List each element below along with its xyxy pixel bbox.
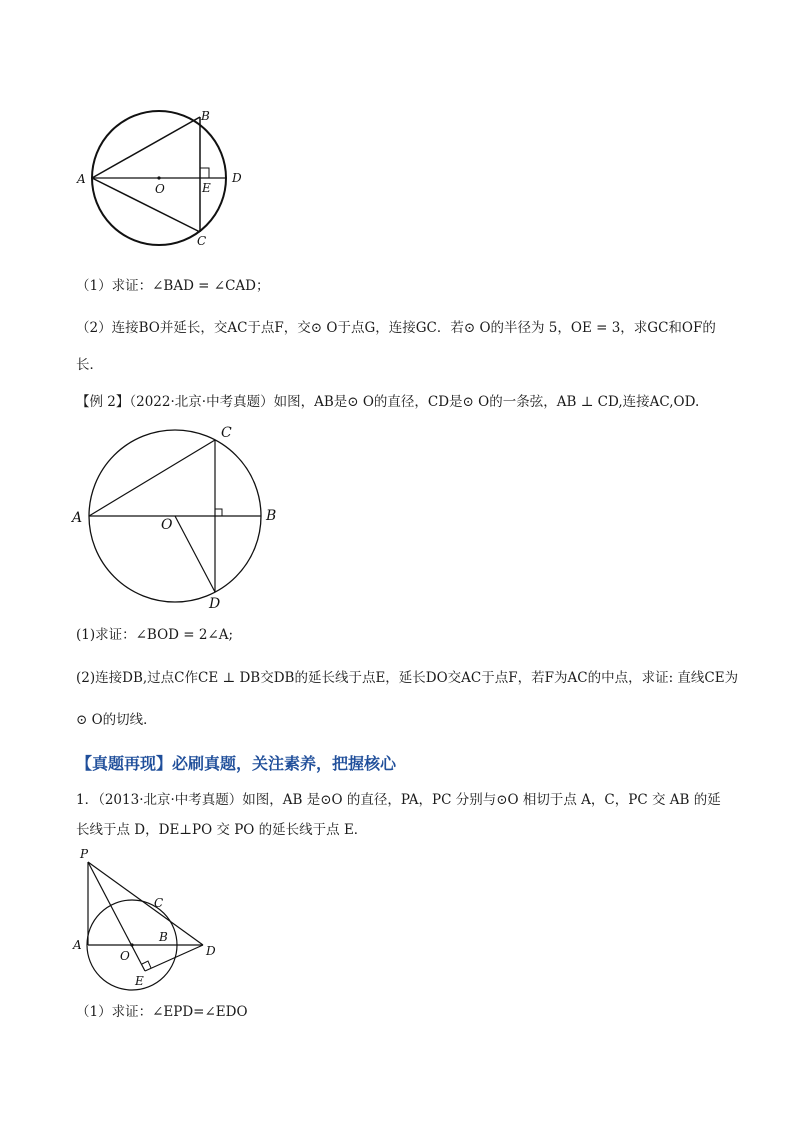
fig1-label-C: C: [197, 234, 207, 248]
problem-1-intro-line-1: 1．（2013·北京·中考真题）如图，AB 是⊙O 的直径，PA，PC 分别与⊙O 相切于点 A，C，PC 交 AB 的延: [76, 792, 721, 808]
problem-a-question-1: （1）求证：∠BAD = ∠CAD；: [76, 278, 270, 294]
problem-1-question-1: （1）求证：∠EPD=∠EDO: [76, 1004, 248, 1020]
example-2-intro: 【例 2】（2022·北京·中考真题）如图，AB是⊙ O的直径，CD是⊙ O的一条弦，AB ⊥ CD,连接AC,OD.: [76, 394, 700, 410]
fig1-label-O: O: [155, 182, 165, 196]
figure-1-circle-diagram: [60, 100, 260, 260]
example-2-question-2-line-1: (2)连接DB,过点C作CE ⊥ DB交DB的延长线于点E，延长DO交AC于点F，若F为AC的中点，求证: 直线CE为: [76, 670, 739, 686]
fig1-label-A: A: [77, 172, 86, 186]
fig3-label-D: D: [206, 944, 216, 958]
fig3-label-E: E: [135, 974, 144, 988]
fig3-label-O: O: [120, 949, 130, 963]
fig3-label-C: C: [154, 896, 164, 910]
fig3-center-point: [130, 943, 133, 946]
section-heading: 【真题再现】必刷真题，关注素养，把握核心: [76, 754, 397, 773]
fig3-label-A: A: [73, 938, 82, 952]
fig2-label-D: D: [209, 596, 221, 612]
fig2-label-O: O: [161, 517, 173, 533]
fig2-label-B: B: [266, 508, 277, 524]
fig1-chord-AB: [92, 117, 200, 178]
fig2-label-A: A: [72, 510, 83, 526]
fig1-label-E: E: [202, 181, 211, 195]
fig3-line-DE: [145, 945, 203, 971]
fig3-label-P: P: [80, 847, 89, 861]
fig1-right-angle-mark: [200, 168, 209, 178]
fig3-label-B: B: [159, 930, 168, 944]
problem-a-question-2-line-1: （2）连接BO并延长，交AC于点F，交⊙ O于点G，连接GC．若⊙ O的半径为 5，OE = 3，求GC和OF的: [76, 320, 716, 336]
fig1-center-point: [157, 176, 160, 179]
fig3-tangent-PD: [88, 862, 203, 945]
problem-a-question-2-line-2: 长．: [76, 357, 103, 373]
example-2-question-1: (1)求证：∠BOD = 2∠A;: [76, 627, 234, 643]
fig2-label-C: C: [221, 425, 232, 441]
fig1-chord-AC: [92, 178, 200, 232]
problem-1-intro-line-2: 长线于点 D，DE⊥PO 交 PO 的延长线于点 E．: [76, 822, 368, 838]
example-2-question-2-line-2: ⊙ O的切线．: [76, 712, 157, 728]
fig2-segment-OD: [175, 516, 215, 592]
fig1-label-B: B: [201, 109, 210, 123]
figure-3-tangent-diagram: [60, 842, 230, 992]
fig2-chord-AC: [89, 440, 215, 516]
fig2-right-angle-mark: [215, 509, 222, 516]
fig1-label-D: D: [232, 171, 242, 185]
figure-2-circle-diagram: [60, 420, 290, 615]
